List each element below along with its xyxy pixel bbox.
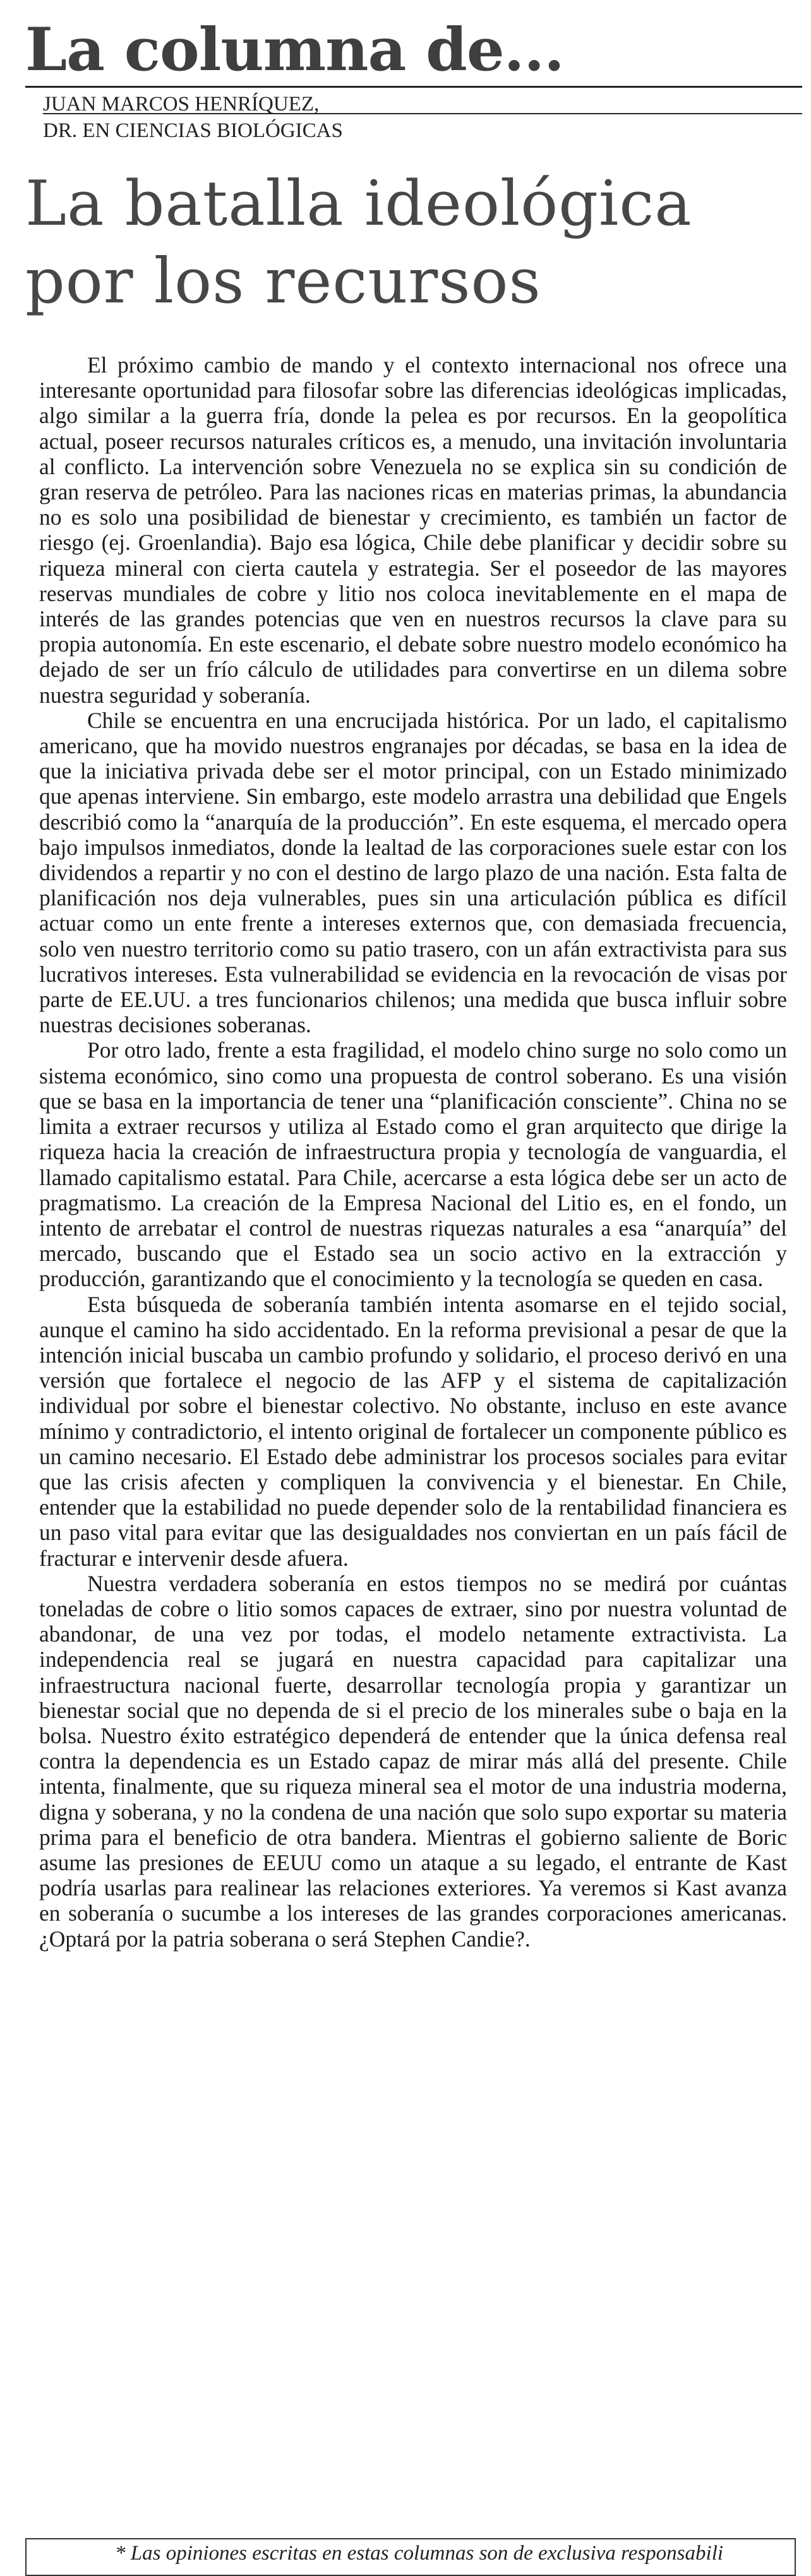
article-paragraph: El próximo cambio de mando y el contexto internacional nos ofrece una interesante oportunidad para filosofar sobre las diferencias ideológicas implicadas, algo similar a la guerra fría, donde la pelea es por recursos. En la geopolítica actual, poseer recursos naturales críticos es, a menudo, una invitación involuntaria al conflicto. La intervención sobre Venezuela no se explica sin su condición de gran reserva de petróleo. Para las naciones ricas en materias primas, la abundancia no es solo una posibilidad de bienestar y crecimiento, es también un factor de riesgo (ej. Groenlandia). Bajo esa lógica, Chile debe planificar y decidir sobre su riqueza mineral con cierta cautela y estrategia. Ser el poseedor de las mayores reservas mundiales de cobre y litio nos coloca inevitablemente en el mapa de interés de las grandes potencias que ven en nuestros recursos la clave para su propia autonomía. En este escenario, el debate sobre nuestro modelo económico ha dejado de ser un frío cálculo de utilidades para convertirse en un dilema sobre nuestra seguridad y soberanía. <box>39 352 787 708</box>
article-paragraph: Por otro lado, frente a esta fragilidad, el modelo chino surge no solo como un sistema económico, sino como una propuesta de control soberano. Es una visión que se basa en la importancia de tener una “planificación consciente”. China no se limita a extraer recursos y utiliza al Estado como el gran arquitecto que dirige la riqueza hacia la creación de infraestructura propia y tecnología de vanguardia, el llamado capitalismo estatal. Para Chile, acercarse a esta lógica debe ser un acto de pragmatismo. La creación de la Empresa Nacional del Litio es, en el fondo, un intento de arrebatar el control de nuestras riquezas naturales a esa “anarquía” del mercado, buscando que el Estado sea un socio activo en la extracción y producción, garantizando que el conocimiento y la tecnología se queden en casa. <box>39 1037 787 1292</box>
author-name: JUAN MARCOS HENRÍQUEZ, <box>43 93 320 116</box>
column-header <box>25 16 802 143</box>
column-title: La columna de... <box>25 15 564 85</box>
article-paragraph: Nuestra verdadera soberanía en estos tiempos no se medirá por cuántas toneladas de cobre o litio somos capaces de extraer, sino por nuestra voluntad de abandonar, de una vez por todas, el modelo netamente extractivista. La independencia real se jugará en nuestra capacidad para capitalizar una infraestructura nacional fuerte, desarrollar tecnología propia y garantizar un bienestar social que no dependa de si el precio de los minerales sube o baja en la bolsa. Nuestro éxito estratégico dependerá de entender que la única defensa real contra la dependencia es un Estado capaz de mirar más allá del presente. Chile intenta, finalmente, que su riqueza mineral sea el motor de una industria moderna, digna y soberana, y no la condena de una nación que solo supo exportar su materia prima para el beneficio de otra bandera. Mientras el gobierno saliente de Boric asume las presiones de EEUU como un ataque a su legado, el entrante de Kast podría usarlas para realinear las relaciones exteriores. Ya veremos si Kast avanza en soberanía o sucumbe a los intereses de las grandes corporaciones americanas. ¿Optará por la patria soberana o será Stephen Candie?. <box>39 1570 787 1952</box>
disclaimer-footnote: * Las opiniones escritas en estas columnas son de exclusiva responsabili <box>25 2538 796 2576</box>
article-body <box>39 352 787 1952</box>
author-block <box>43 92 802 143</box>
article-paragraph: Esta búsqueda de soberanía también intenta asomarse en el tejido social, aunque el camino ha sido accidentado. En la reforma previsional a pesar de que la intención inicial buscaba un cambio profundo y solidario, el proceso derivó en una versión que fortalece el negocio de las AFP y el sistema de capitalización individual por sobre el bienestar colectivo. No obstante, incluso en este avance mínimo y contradictorio, el intento original de fortalecer un componente público es un camino necesario. El Estado debe administrar los procesos sociales para evitar que las crisis afecten y compliquen la convivencia y el bienestar. En Chile, entender que la estabilidad no puede depender solo de la rentabilidad financiera es un paso vital para evitar que las desigualdades nos conviertan en un país fácil de fracturar e intervenir desde afuera. <box>39 1291 787 1571</box>
author-credentials: DR. EN CIENCIAS BIOLÓGICAS <box>43 119 343 142</box>
header-rule <box>25 86 802 88</box>
article-headline: La batalla ideológica por los recursos <box>25 168 692 318</box>
article-paragraph: Chile se encuentra en una encrucijada histórica. Por un lado, el capitalismo americano, que ha movido nuestros engranajes por décadas, se basa en la idea de que la iniciativa privada debe ser el motor principal, con un Estado minimizado que apenas interviene. Sin embargo, este modelo arrastra una debilidad que Engels describió como la “anarquía de la producción”. En este esquema, el mercado opera bajo impulsos inmediatos, donde la lealtad de las corporaciones suele estar con los dividendos a repartir y no con el destino de largo plazo de una nación. Esta falta de planificación nos deja vulnerables, pues sin una articulación pública es difícil actuar como un ente frente a intereses externos que, con demasiada frecuencia, solo ven nuestro territorio como su patio trasero, con un afán extractivista para sus lucrativos intereses. Esta vulnerabilidad se evidencia en la revocación de visas por parte de EE.UU. a tres funcionarios chilenos; una medida que busca influir sobre nuestras decisiones soberanas. <box>39 707 787 1038</box>
